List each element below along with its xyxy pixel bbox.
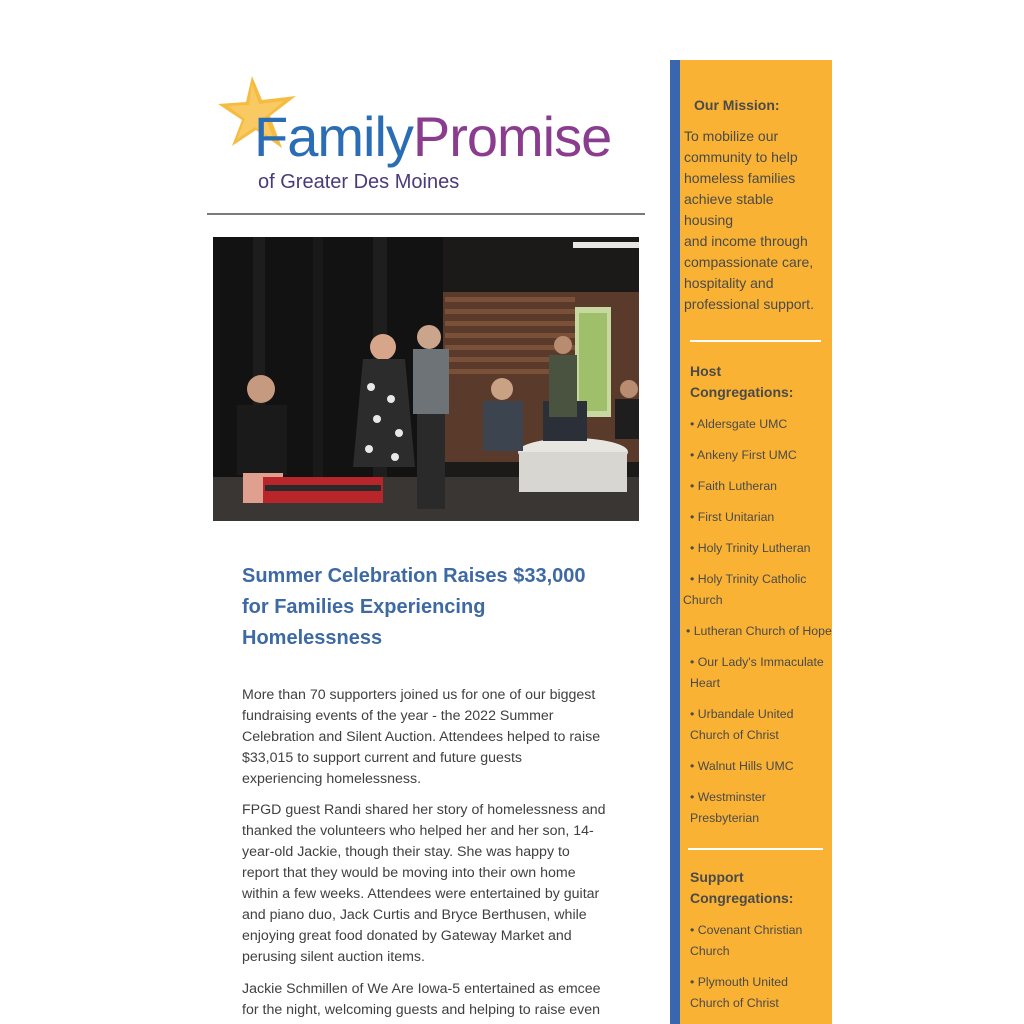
paragraph-line: enjoying great food donated by Gateway Market and bbox=[242, 928, 572, 944]
item-line: • Lutheran Church of Hope bbox=[686, 624, 832, 638]
host-congregation-item[interactable] bbox=[690, 445, 797, 466]
item-line: • Urbandale United bbox=[690, 707, 794, 721]
logo-tagline: of Greater Des Moines bbox=[258, 171, 460, 193]
host-congregation-item[interactable] bbox=[690, 507, 774, 528]
item-line: • Holy Trinity Catholic bbox=[690, 572, 807, 586]
host-congregation-item[interactable] bbox=[690, 538, 811, 559]
host-congregation-item[interactable] bbox=[686, 621, 832, 642]
paragraph-line: Jackie Schmillen of We Are Iowa-5 entertained as emcee bbox=[242, 981, 601, 997]
support-congregation-item[interactable] bbox=[690, 920, 802, 962]
mission-text bbox=[684, 126, 830, 315]
sidebar-divider bbox=[688, 848, 823, 850]
mission-line: community to help bbox=[684, 149, 798, 165]
article-paragraph-3 bbox=[242, 979, 614, 1021]
item-line: Heart bbox=[690, 676, 721, 690]
heading-line: Congregations: bbox=[690, 890, 794, 906]
sidebar bbox=[670, 60, 832, 1024]
host-congregations-heading bbox=[690, 361, 793, 403]
item-line: • Aldersgate UMC bbox=[690, 417, 788, 431]
logo-graphic bbox=[212, 72, 642, 196]
paragraph-line: and piano duo, Jack Curtis and Bryce Berthusen, while bbox=[242, 907, 587, 923]
item-line: Presbyterian bbox=[690, 811, 760, 825]
mission-line: professional support. bbox=[684, 296, 814, 312]
header-divider bbox=[207, 213, 645, 215]
sidebar-accent-stripe bbox=[670, 60, 680, 1024]
host-congregation-item[interactable] bbox=[690, 756, 794, 777]
family-promise-logo[interactable] bbox=[212, 72, 642, 196]
paragraph-line: Celebration and Silent Auction. Attendees helped to raise bbox=[242, 729, 601, 745]
item-line: • Covenant Christian bbox=[690, 923, 803, 937]
logo-family-text: Family bbox=[254, 105, 413, 168]
event-photo bbox=[213, 237, 639, 521]
heading-line: Congregations: bbox=[690, 384, 794, 400]
article-paragraph-2 bbox=[242, 800, 614, 968]
mission-line: homeless families bbox=[684, 170, 796, 186]
sidebar-divider bbox=[690, 340, 821, 342]
headline-line: for Families Experiencing bbox=[242, 596, 486, 618]
item-line: Church bbox=[683, 593, 723, 607]
article-headline bbox=[242, 561, 622, 654]
item-line: • First Unitarian bbox=[690, 510, 775, 524]
paragraph-line: perusing silent auction items. bbox=[242, 949, 425, 965]
item-line: • Plymouth United bbox=[690, 975, 788, 989]
item-line: • Ankeny First UMC bbox=[690, 448, 797, 462]
item-line: • Walnut Hills UMC bbox=[690, 759, 794, 773]
article-paragraph-1 bbox=[242, 685, 614, 790]
mission-line: hospitality and bbox=[684, 275, 774, 291]
paragraph-line: FPGD guest Randi shared her story of homelessness and bbox=[242, 802, 606, 818]
item-line: Church of Christ bbox=[690, 996, 779, 1010]
paragraph-line: experiencing homelessness. bbox=[242, 771, 422, 787]
item-line: • Faith Lutheran bbox=[690, 479, 778, 493]
item-line: • Holy Trinity Lutheran bbox=[690, 541, 811, 555]
mission-line: housing bbox=[684, 212, 734, 228]
mission-line: and income through bbox=[684, 233, 808, 249]
paragraph-line: thanked the volunteers who helped her and her son, 14- bbox=[242, 823, 594, 839]
host-congregation-item[interactable] bbox=[683, 569, 806, 611]
paragraph-line: within a few weeks. Attendees were entertained by guitar bbox=[242, 886, 600, 902]
item-line: Church of Christ bbox=[690, 728, 779, 742]
item-line: • Westminster bbox=[690, 790, 766, 804]
heading-line: Support bbox=[690, 869, 744, 885]
host-congregation-item[interactable] bbox=[690, 476, 777, 497]
paragraph-line: report that they would be moving into their own home bbox=[242, 865, 576, 881]
svg-text:FamilyPromise bbox=[254, 105, 611, 168]
item-line: • Our Lady's Immaculate bbox=[690, 655, 824, 669]
paragraph-line: fundraising events of the year - the 2022 Summer bbox=[242, 708, 554, 724]
host-congregation-item[interactable] bbox=[690, 652, 824, 694]
host-congregation-item[interactable] bbox=[690, 414, 787, 435]
mission-line: compassionate care, bbox=[684, 254, 814, 270]
paragraph-line: More than 70 supporters joined us for one of our biggest bbox=[242, 687, 596, 703]
paragraph-line: year-old Jackie, though their stay. She was happy to bbox=[242, 844, 570, 860]
paragraph-line: $33,015 to support current and future guests bbox=[242, 750, 522, 766]
mission-line: To mobilize our bbox=[684, 128, 779, 144]
support-congregation-item[interactable] bbox=[690, 972, 788, 1014]
mission-heading: Our Mission: bbox=[694, 97, 780, 113]
logo-promise-text: Promise bbox=[412, 105, 612, 168]
headline-line: Summer Celebration Raises $33,000 bbox=[242, 565, 586, 587]
item-line: Church bbox=[690, 944, 730, 958]
mission-line: achieve stable bbox=[684, 191, 774, 207]
headline-line: Homelessness bbox=[242, 627, 383, 649]
support-congregations-heading bbox=[690, 867, 793, 909]
paragraph-line: for the night, welcoming guests and helping to raise even bbox=[242, 1002, 601, 1018]
host-congregation-item[interactable] bbox=[690, 704, 793, 746]
host-congregation-item[interactable] bbox=[690, 787, 766, 829]
heading-line: Host bbox=[690, 363, 722, 379]
